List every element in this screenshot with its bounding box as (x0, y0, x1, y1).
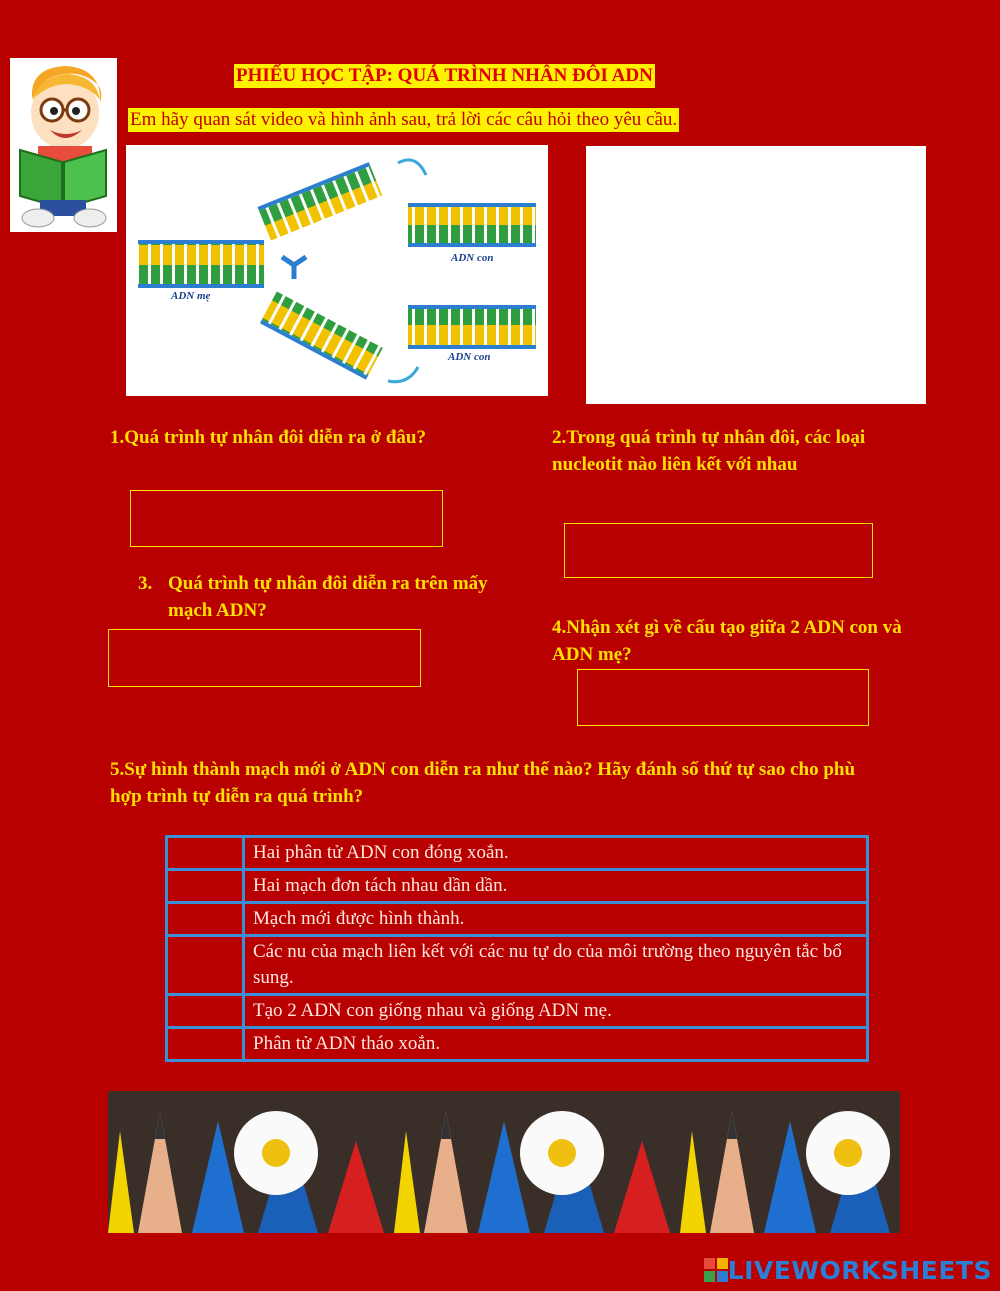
liveworksheets-logo (704, 1256, 992, 1284)
arrow-icon (398, 160, 426, 175)
question-2: 2.Trong quá trình tự nhân đôi, các loại nucleotit nào liên kết với nhau (552, 427, 866, 475)
child-dna-strand-top (408, 203, 536, 247)
step-text: Hai phân tử ADN con đóng xoắn. (244, 837, 868, 870)
step-text: Các nu của mạch liên kết với các nu tự do của môi trường theo nguyên tắc bổ sung. (244, 936, 868, 995)
worksheet-instructions: Em hãy quan sát video và hình ảnh sau, trả lời các câu hỏi theo yêu cầu. (130, 109, 678, 130)
student-reading-illustration (10, 58, 117, 232)
step-text: Mạch mới được hình thành. (244, 903, 868, 936)
dna-replication-diagram (126, 145, 548, 396)
question-5: 5.Sự hình thành mạch mới ở ADN con diễn ra như thế nào? Hãy đánh số thứ tự sao cho phù hợp trình tự diễn ra quá trình? (110, 759, 856, 807)
logo-icon (704, 1258, 728, 1282)
table-row (167, 837, 868, 870)
table-row (167, 1028, 868, 1061)
answer-input-1[interactable] (130, 490, 443, 547)
table-row (167, 936, 868, 995)
child-dna-strand-bottom (408, 305, 536, 349)
step-text: Hai mạch đơn tách nhau dần dần. (244, 870, 868, 903)
step-text: Tạo 2 ADN con giống nhau và giống ADN mẹ. (244, 995, 868, 1028)
video-placeholder[interactable] (586, 146, 926, 404)
question-3-number: 3. (138, 573, 153, 594)
order-number-input[interactable] (167, 837, 244, 870)
table-row (167, 870, 868, 903)
order-number-input[interactable] (167, 870, 244, 903)
order-number-input[interactable] (167, 936, 244, 995)
table-row (167, 903, 868, 936)
worksheet-title: PHIẾU HỌC TẬP: QUÁ TRÌNH NHÂN ĐÔI ADN (236, 65, 653, 86)
parent-dna-strand (138, 240, 264, 288)
table-row (167, 995, 868, 1028)
answer-input-3[interactable] (108, 629, 421, 687)
separating-strand-bottom (260, 292, 383, 380)
answer-input-4[interactable] (577, 669, 869, 726)
arrow-icon (388, 367, 418, 382)
order-number-input[interactable] (167, 903, 244, 936)
order-number-input[interactable] (167, 1028, 244, 1061)
question-4: 4.Nhận xét gì về cấu tạo giữa 2 ADN con và ADN mẹ? (552, 617, 902, 665)
question-3: Quá trình tự nhân đôi diễn ra trên mấy mạch ADN? (168, 573, 488, 621)
logo-text: LIVEWORKSHEETS (727, 1255, 992, 1285)
order-number-input[interactable] (167, 995, 244, 1028)
label-parent-dna: ADN mẹ (171, 290, 211, 302)
separating-strand-top (258, 162, 383, 240)
ordering-table (165, 835, 869, 1062)
label-child-dna-bottom: ADN con (448, 351, 491, 363)
answer-input-2[interactable] (564, 523, 873, 578)
question-1: 1.Quá trình tự nhân đôi diễn ra ở đâu? (110, 427, 426, 448)
label-child-dna-top: ADN con (451, 252, 494, 264)
step-text: Phân tử ADN tháo xoắn. (244, 1028, 868, 1061)
pencils-daisy-banner (108, 1091, 900, 1233)
